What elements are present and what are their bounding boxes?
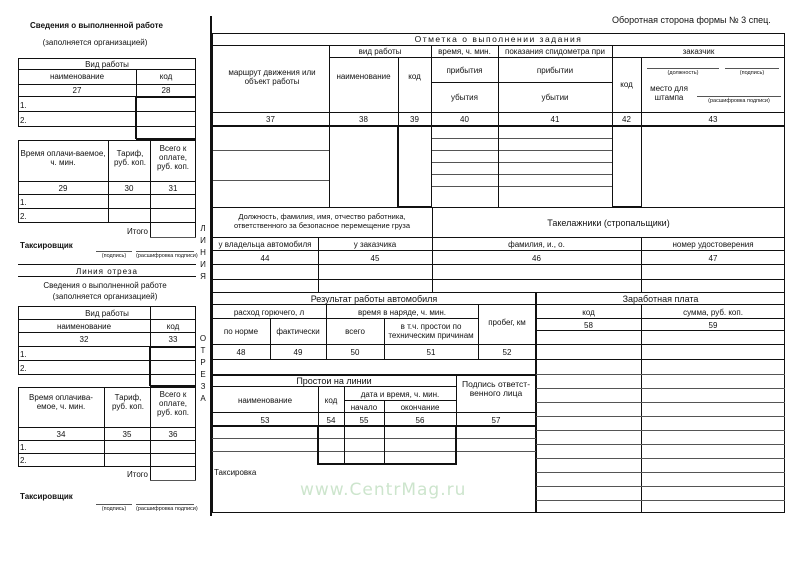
c56: 56	[415, 416, 425, 425]
kod-label: код	[159, 72, 173, 81]
rasshifrovka-caption-2: (расшифровка подписи)	[136, 506, 198, 512]
taksirovka: Таксировка	[214, 468, 257, 477]
rasshifrovka-caption-r: (расшифровка подписи)	[708, 98, 770, 104]
left-subtitle: (заполняется организацией)	[42, 38, 148, 47]
ubytiya: убытия	[451, 93, 478, 102]
c47: 47	[708, 254, 718, 263]
summa: сумма, руб. коп.	[683, 308, 743, 317]
dolzhnost-caption: (должность)	[667, 70, 699, 76]
naimenovanie-label: наименование	[49, 72, 105, 81]
kod-r: код	[408, 72, 421, 81]
c57: 57	[491, 416, 501, 425]
col-27: 27	[72, 86, 82, 95]
vid-raboty-label-2: Вид работы	[85, 309, 129, 318]
col-32: 32	[79, 335, 89, 344]
v-t-ch-prostoi: в т.ч. простои по техническим причинам	[388, 322, 474, 340]
naimenovanie-label-2: наименование	[56, 322, 112, 331]
row-2: 2.	[20, 116, 27, 125]
c55: 55	[359, 416, 369, 425]
prostoi: Простои на линии	[296, 376, 372, 386]
podpis-caption: (подпись)	[101, 253, 127, 259]
rasshifrovka-caption: (расшифровка подписи)	[136, 253, 198, 259]
c37: 37	[266, 115, 275, 124]
left-title: Сведения о выполненной работе	[30, 21, 163, 30]
vsego-k-oplate: Всего к оплате, руб. коп.	[156, 144, 190, 171]
u-vladeltsa: у владельца автомобиля	[218, 240, 312, 249]
tarif: Тариф, руб. коп.	[113, 149, 147, 167]
c54: 54	[326, 416, 336, 425]
col-29: 29	[58, 184, 68, 193]
vremya-v-naryade: время в наряде, ч. мин.	[357, 308, 447, 317]
zakazchik: заказчик	[682, 47, 715, 56]
left-subtitle-2: (заполняется организацией)	[52, 292, 158, 301]
pribytiya: прибытия	[446, 66, 483, 75]
nomer-udost: номер удостоверения	[672, 240, 754, 249]
col-30: 30	[124, 184, 134, 193]
probeg: пробег, км	[488, 318, 526, 327]
vremya: время, ч. мин.	[438, 47, 491, 56]
col-36: 36	[168, 430, 178, 439]
vid-raboty-r: вид работы	[358, 47, 402, 56]
pribytii: прибытии	[536, 66, 574, 75]
itogo-2: Итого	[127, 470, 148, 479]
c44: 44	[260, 254, 270, 263]
familiya: фамилия, и., о.	[508, 240, 565, 249]
c58: 58	[584, 321, 593, 330]
form-header: Оборотная сторона формы № 3 спец.	[612, 15, 771, 25]
row-2c: 2.	[20, 364, 27, 373]
pokazaniya: показания спидометра при	[504, 47, 605, 56]
u-zakazchika: у заказчика	[353, 240, 397, 249]
okonchanie: окончание	[400, 403, 440, 412]
col-34: 34	[56, 430, 66, 439]
c45: 45	[370, 254, 380, 263]
c53: 53	[260, 416, 270, 425]
dolzhnost-fio: Должность, фамилия, имя, отчество работника, ответственного за безопасное перемещение груза	[233, 212, 411, 230]
col-28: 28	[161, 86, 171, 95]
liniya-otreza: Линия отреза	[76, 267, 138, 276]
row-1: 1.	[20, 101, 27, 110]
vremya-oplachivaemoe: Время оплачи-ваемое, ч. мин.	[20, 149, 106, 167]
tarif-2: Тариф, руб. коп.	[111, 393, 145, 411]
col-31: 31	[168, 184, 178, 193]
vremya-oplachivaemoe-2: Время оплачива-емое, ч. мин.	[29, 393, 93, 411]
vsego: всего	[345, 327, 365, 336]
itogo: Итого	[127, 227, 148, 236]
c46: 46	[532, 254, 541, 263]
row-1d: 1.	[20, 443, 27, 452]
watermark: www.CentrMag.ru	[300, 480, 467, 500]
podpis-otv: Подпись ответст-венного лица	[461, 379, 531, 398]
col-35: 35	[122, 430, 132, 439]
c48: 48	[236, 348, 246, 357]
c40: 40	[460, 115, 469, 124]
marshrut: маршрут движения или объект работы	[228, 68, 316, 86]
c52: 52	[502, 348, 512, 357]
row-2b: 2.	[20, 212, 27, 221]
podpis-caption-2: (подпись)	[101, 506, 127, 512]
row-2d: 2.	[20, 456, 27, 465]
taksirovshchik: Таксировщик	[20, 241, 73, 250]
taksirovshchik-2: Таксировщик	[20, 492, 73, 501]
kod-label-2: код	[166, 322, 180, 331]
po-norme: по норме	[223, 327, 259, 336]
vsego-k-oplate-2: Всего к оплате, руб. коп.	[156, 390, 190, 417]
left-title-2: Сведения о выполненной работе	[43, 281, 167, 290]
rezultat: Результат работы автомобиля	[310, 294, 438, 304]
podpis-caption-r: (подпись)	[739, 70, 765, 76]
naimenovanie-r: наименование	[336, 72, 391, 81]
kod-p: код	[324, 396, 338, 405]
row-1c: 1.	[20, 350, 27, 359]
takelazhniki: Такелажники (стропальщики)	[547, 218, 670, 228]
ubytii: убытии	[541, 93, 569, 102]
c49: 49	[293, 348, 303, 357]
c39: 39	[410, 115, 419, 124]
c59: 59	[708, 321, 718, 330]
col-33: 33	[168, 335, 178, 344]
otmetka-title: Отметка о выполнении задания	[414, 34, 583, 44]
naimenovanie-p: наименование	[237, 396, 293, 405]
c51: 51	[426, 348, 436, 357]
c41: 41	[550, 115, 560, 124]
mesto-dlya-shtampa: место для штампа	[650, 84, 688, 102]
rashod: расход горючего, л	[233, 308, 305, 317]
data-vremya: дата и время, ч. мин.	[360, 390, 440, 399]
vid-raboty-label: Вид работы	[85, 60, 129, 69]
kod-zp: код	[582, 308, 595, 317]
kod2-r: код	[620, 80, 633, 89]
nachalo: начало	[350, 403, 378, 412]
c43: 43	[708, 115, 718, 124]
row-1b: 1.	[20, 198, 27, 207]
zarplata: Заработная плата	[622, 294, 699, 304]
c42: 42	[622, 115, 631, 124]
fakticheski: фактически	[276, 327, 320, 336]
c38: 38	[359, 115, 368, 124]
c50: 50	[350, 348, 360, 357]
